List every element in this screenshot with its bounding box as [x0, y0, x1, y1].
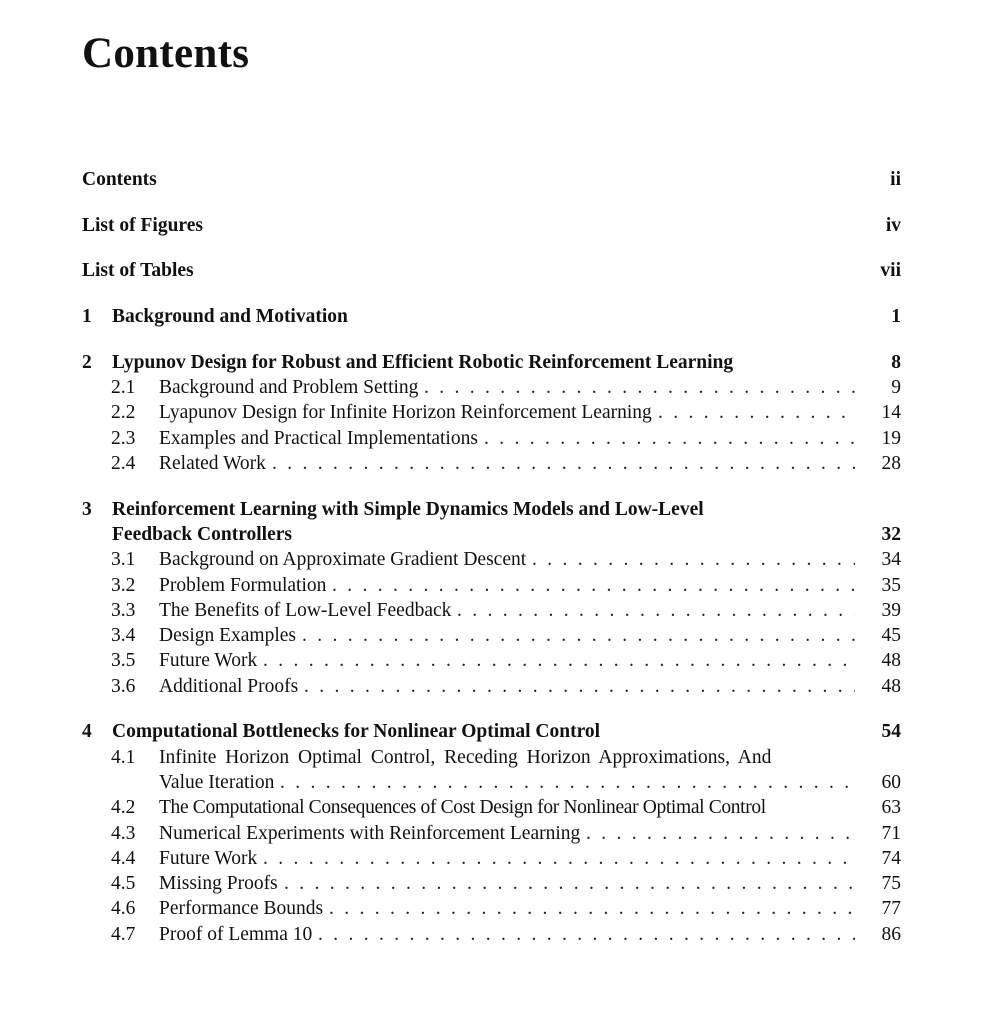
dot-leader	[263, 648, 855, 674]
section-page: 77	[881, 898, 901, 919]
section-title-line-2: Value Iteration	[159, 772, 275, 793]
toc-section-3-1[interactable]	[82, 547, 901, 573]
dot-leader	[304, 674, 855, 700]
section-page: 45	[881, 625, 901, 646]
section-title: Lyapunov Design for Infinite Horizon Reinforcement Learning	[159, 402, 652, 423]
section-title: Future Work	[159, 650, 258, 671]
toc-chapter-2[interactable]	[82, 350, 901, 376]
section-title: Proof of Lemma 10	[159, 924, 313, 945]
section-number: 4.4	[111, 848, 136, 869]
section-number: 4.6	[111, 898, 136, 919]
toc-entry-list-of-figures[interactable]	[82, 213, 901, 239]
toc-section-2-3[interactable]	[82, 426, 901, 452]
toc-entry-list-of-tables[interactable]	[82, 258, 901, 284]
dot-leader	[280, 770, 855, 796]
chapter-title: Computational Bottlenecks for Nonlinear Optimal Control	[112, 721, 601, 742]
section-number: 3.1	[111, 549, 136, 570]
section-page: 63	[881, 797, 901, 818]
toc-section-3-5[interactable]	[82, 648, 901, 674]
toc-entry-page: vii	[880, 260, 901, 281]
dot-leader	[484, 426, 855, 452]
chapter-title: Background and Motivation	[112, 306, 348, 327]
toc-chapter-3[interactable]	[82, 497, 901, 523]
dot-leader	[424, 375, 855, 401]
section-page: 35	[881, 575, 901, 596]
section-title: Background and Problem Setting	[159, 377, 419, 398]
dot-leader	[332, 573, 855, 599]
section-title: Design Examples	[159, 625, 297, 646]
toc-chapter-1[interactable]	[82, 304, 901, 330]
section-title: Performance Bounds	[159, 898, 324, 919]
chapter-title-line-1: Reinforcement Learning with Simple Dynamics Models and Low-Level	[112, 499, 704, 520]
toc-section-4-4[interactable]	[82, 846, 901, 872]
dot-leader	[457, 598, 855, 624]
section-number: 3.2	[111, 575, 136, 596]
section-title: Missing Proofs	[159, 873, 278, 894]
section-page: 19	[881, 428, 901, 449]
toc-section-4-7[interactable]	[82, 922, 901, 948]
toc-entry-title: List of Figures	[82, 215, 203, 236]
section-page: 48	[881, 676, 901, 697]
section-number: 3.5	[111, 650, 136, 671]
toc-entry-contents[interactable]	[82, 167, 901, 193]
toc-section-3-6[interactable]	[82, 674, 901, 700]
chapter-title: Lypunov Design for Robust and Efficient Robotic Reinforcement Learning	[112, 352, 734, 373]
section-title-line-1: Infinite Horizon Optimal Control, Receding Horizon Approximations, And	[159, 747, 772, 768]
section-title: Related Work	[159, 453, 266, 474]
dot-leader	[586, 821, 855, 847]
section-number: 4.3	[111, 823, 136, 844]
chapter-number: 2	[82, 352, 92, 373]
toc-section-4-6[interactable]	[82, 896, 901, 922]
section-title: Future Work	[159, 848, 258, 869]
toc-section-4-5[interactable]	[82, 871, 901, 897]
toc-chapter-3-cont[interactable]	[82, 522, 901, 548]
section-number: 2.2	[111, 402, 136, 423]
section-title: Examples and Practical Implementations	[159, 428, 478, 449]
chapter-number: 4	[82, 721, 92, 742]
section-page: 14	[881, 402, 901, 423]
section-number: 4.2	[111, 797, 136, 818]
section-page: 39	[881, 600, 901, 621]
toc-section-3-3[interactable]	[82, 598, 901, 624]
section-page: 74	[881, 848, 901, 869]
chapter-page: 8	[891, 352, 901, 373]
toc-section-3-4[interactable]	[82, 623, 901, 649]
section-page: 71	[881, 823, 901, 844]
section-page: 9	[891, 377, 901, 398]
toc-section-3-2[interactable]	[82, 573, 901, 599]
section-number: 2.4	[111, 453, 136, 474]
dot-leader	[329, 896, 855, 922]
toc-section-4-3[interactable]	[82, 821, 901, 847]
page-title: Contents	[82, 30, 250, 77]
dot-leader	[263, 846, 855, 872]
section-title: Background on Approximate Gradient Descent	[159, 549, 527, 570]
section-number: 2.1	[111, 377, 136, 398]
chapter-page: 32	[881, 524, 901, 545]
section-number: 3.3	[111, 600, 136, 621]
section-page: 28	[881, 453, 901, 474]
chapter-number: 1	[82, 306, 92, 327]
toc-section-4-1[interactable]	[82, 745, 901, 771]
section-title: Additional Proofs	[159, 676, 299, 697]
section-page: 60	[881, 772, 901, 793]
toc-entry-page: ii	[890, 169, 901, 190]
chapter-page: 1	[891, 306, 901, 327]
section-number: 2.3	[111, 428, 136, 449]
section-number: 3.4	[111, 625, 136, 646]
section-page: 86	[881, 924, 901, 945]
section-title: Problem Formulation	[159, 575, 327, 596]
toc-section-2-1[interactable]	[82, 375, 901, 401]
section-title: The Benefits of Low-Level Feedback	[159, 600, 452, 621]
dot-leader	[658, 400, 855, 426]
section-title: Numerical Experiments with Reinforcement Learning	[159, 823, 581, 844]
dot-leader	[272, 451, 855, 477]
toc-section-2-2[interactable]	[82, 400, 901, 426]
toc-entry-title: Contents	[82, 169, 157, 190]
section-page: 34	[881, 549, 901, 570]
section-title: The Computational Consequences of Cost Design for Nonlinear Optimal Control	[159, 797, 766, 818]
toc-section-4-1-cont[interactable]	[82, 770, 901, 796]
toc-section-2-4[interactable]	[82, 451, 901, 477]
dot-leader	[532, 547, 855, 573]
toc-entry-title: List of Tables	[82, 260, 194, 281]
dot-leader	[318, 922, 855, 948]
section-number: 4.5	[111, 873, 136, 894]
dot-leader	[302, 623, 855, 649]
section-number: 3.6	[111, 676, 136, 697]
toc-chapter-4[interactable]	[82, 719, 901, 745]
section-page: 75	[881, 873, 901, 894]
section-page: 48	[881, 650, 901, 671]
toc-section-4-2[interactable]	[82, 795, 901, 821]
section-number: 4.7	[111, 924, 136, 945]
section-number: 4.1	[111, 747, 136, 768]
chapter-number: 3	[82, 499, 92, 520]
chapter-page: 54	[881, 721, 901, 742]
toc-entry-page: iv	[885, 215, 901, 236]
dot-leader	[284, 871, 855, 897]
chapter-title-line-2: Feedback Controllers	[112, 524, 292, 545]
